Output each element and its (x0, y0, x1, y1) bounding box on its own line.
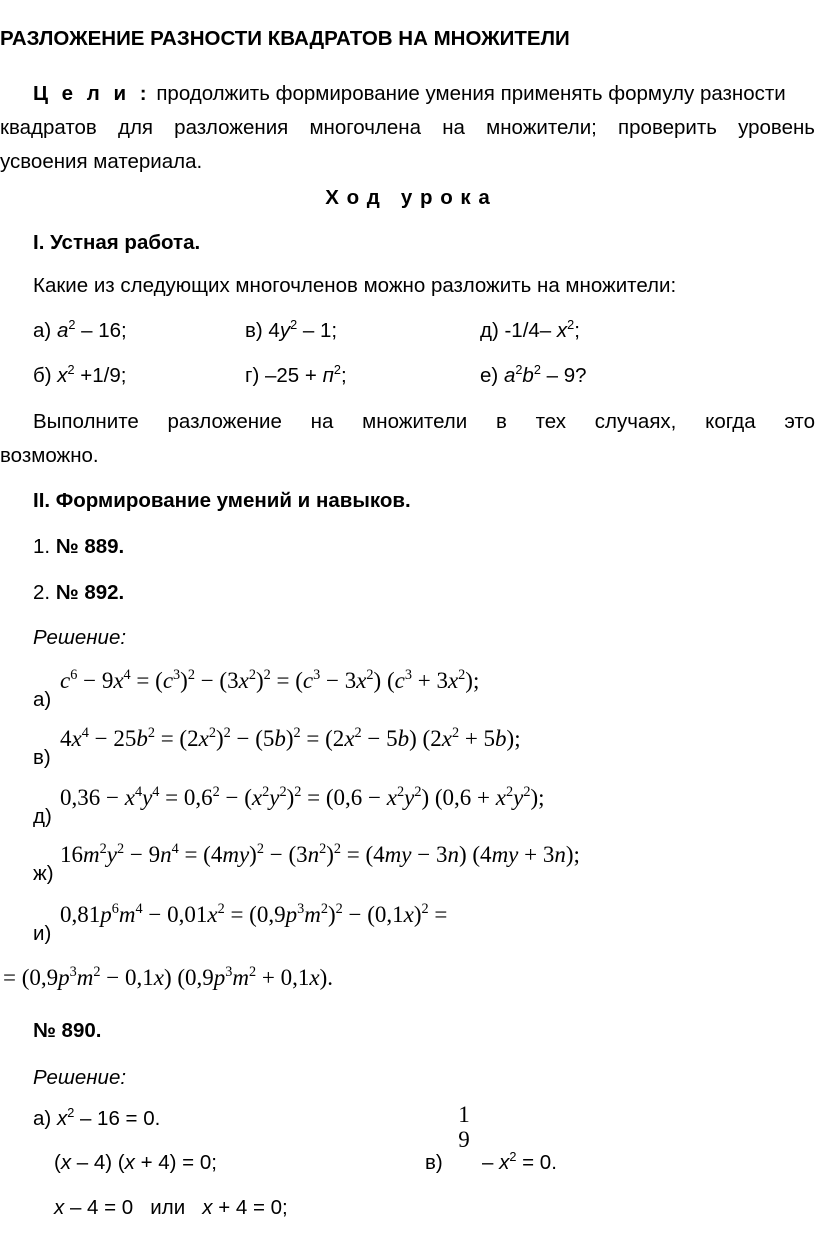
solution-a-label: а) (33, 688, 52, 711)
exercise-1-ref: № 889. (55, 535, 125, 558)
goals-label: Ц е л и : (33, 82, 151, 105)
item-d: д) -1/4– $x^2$; (480, 316, 580, 342)
equation-v-fraction (453, 1102, 475, 1153)
equation-a-line-3: x – 4 = 0 или x + 4 = 0; (54, 1196, 288, 1219)
equation-a-line-2: (x – 4) (x + 4) = 0; (54, 1151, 217, 1174)
fraction-denominator: 9 (458, 1127, 470, 1152)
goals-line-1 (0, 77, 815, 111)
solution-zh-label: ж) (33, 862, 54, 885)
solution-label-2: Решение: (33, 1066, 127, 1089)
goals-line-3: усвоения материала. (0, 150, 203, 173)
section-heading-oral: I. Устная работа. (33, 231, 201, 254)
solution-v-formula: $4x^4 - 25b^2 = (2x^2)^2 - (5b)^2 = (2x^2 - 5b) (2x^2 + 5b)$; (60, 724, 521, 751)
solution-i-formula-1: $0,81p^6m^4 - 0,01x^2 = (0,9p^3m^2)^2 - (0,1x)^2$ = (60, 900, 448, 927)
solution-label: Решение: (33, 626, 127, 649)
item-b: б) $x^2 +1/9$; (33, 361, 127, 387)
exercise-1: 1. № 889. (33, 535, 125, 558)
solution-zh-formula: $16m^2y^2 - 9n^4 = (4my)^2 - (3n^2)^2 = (4my - 3n) (4my + 3n)$; (60, 840, 580, 867)
equation-a-line-1: а) $x^2 - 16 = 0$. (33, 1104, 161, 1130)
task-paragraph (0, 405, 815, 473)
solution-i-formula-2: = $(0,9p^3m^2 - 0,1x) (0,9p^3m^2 + 0,1x)$. (3, 963, 334, 990)
item-e: е) $a^2b^2 - 9$? (480, 361, 587, 387)
solution-d-label: д) (33, 805, 52, 828)
item-g: г) $-25 + п^2$; (245, 361, 347, 387)
goals-paragraph (0, 77, 815, 179)
task-line-1: Выполните разложение на множители в тех случаях, когда это (33, 410, 815, 433)
fraction-numerator: 1 (458, 1102, 470, 1127)
goals-line-2: квадратов для разложения многочлена на множители; проверить уровень (0, 116, 815, 139)
section-heading-skills: II. Формирование умений и навыков. (33, 489, 411, 512)
equation-v-rest: – $x^2 = 0$. (482, 1148, 557, 1174)
equation-v-label: в) (425, 1151, 443, 1174)
solution-i-label: и) (33, 922, 52, 945)
lesson-heading: Х о д у р о к а (325, 186, 491, 209)
exercise-2-ref: № 892. (55, 581, 125, 604)
goals-text-1: продолжить формирование умения применять формулу разности (150, 82, 786, 105)
exercise-890-ref: № 890. (33, 1019, 102, 1042)
solution-d-formula: $0,36 - x^4y^4 = 0,6^2 - (x^2y^2)^2 = (0,6 - x^2y^2) (0,6 + x^2y^2)$; (60, 783, 545, 810)
solution-a-formula: $c^6 - 9x^4 = (c^3)^2 - (3x^2)^2 = (c^3 - 3x^2) (c^3 + 3x^2)$; (60, 666, 480, 693)
solution-v-label: в) (33, 746, 51, 769)
page-title: РАЗЛОЖЕНИЕ РАЗНОСТИ КВАДРАТОВ НА МНОЖИТЕЛИ (0, 27, 570, 50)
item-v: в) $4y^2 - 1$; (245, 316, 338, 342)
oral-question: Какие из следующих многочленов можно разложить на множители: (33, 274, 677, 297)
item-a: а) $a^2 - 16$; (33, 316, 127, 342)
task-line-2: возможно. (0, 444, 99, 467)
exercise-2: 2. № 892. (33, 581, 125, 604)
